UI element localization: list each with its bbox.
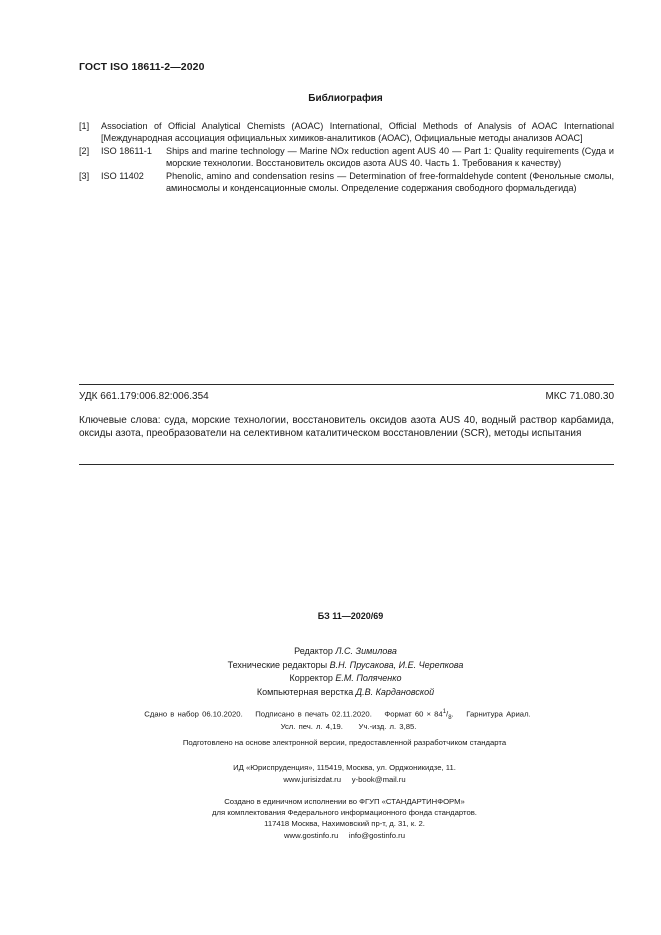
- bibliography-list: [79, 121, 614, 196]
- print-details-line1: Сдано в набор 06.10.2020. Подписано в печать 02.11.2020. Формат $60 \times 84^1/_8$. Гарнитура Ариал.: [144, 709, 531, 722]
- bibliography-title: Библиография: [308, 93, 383, 104]
- typeface: Гарнитура Ариал.: [466, 709, 531, 719]
- publisher-block: [0, 762, 661, 785]
- staff-role: Технические редакторы: [227, 659, 328, 670]
- bibliography-entry-3: [79, 171, 614, 194]
- staff-role: Компьютерная верстка: [256, 686, 354, 697]
- signed-date: Подписано в печать 02.11.2020.: [255, 709, 372, 719]
- staff-editor: [30, 645, 661, 659]
- format-fraction-num: 1: [442, 709, 447, 715]
- bz-number: БЗ 11—2020/69: [317, 611, 384, 621]
- staff-tech-editors: [30, 659, 661, 673]
- bottom-divider: [79, 464, 614, 465]
- top-divider: [79, 384, 614, 385]
- bibliography-entry-number: [3]: [79, 171, 90, 181]
- print-format: Формат 60 × 84: [384, 709, 443, 719]
- bibliography-entry-text: Ships and marine technology — Marine NOx reduction agent AUS 40 — Part 1: Quality requirements (Суда и морские технологии. Восстановитель оксидов азота AUS 40. Часть 1. Требования к качеству): [166, 146, 614, 168]
- bibliography-entry-text: Phenolic, amino and condensation resins — Determination of free-formaldehyde content (Фенольные смолы, аминосмолы и конденсационные смолы. Определение содержания свободного формальдегида): [166, 171, 614, 193]
- staff-names: Е.М. Поляченко: [335, 673, 402, 683]
- print-details-line2: Усл. печ. л. 4,19. Уч.-изд. л. 3,85.: [280, 722, 417, 731]
- publisher-address: ИД «Юриспруденция», 115419, Москва, ул. Орджоникидзе, 11.: [233, 763, 456, 772]
- producer-block: [0, 796, 661, 841]
- keywords-paragraph: Ключевые слова: суда, морские технологии, восстановитель оксидов азота AUS 40, водный раствор карбамида, оксиды азота, преобразователи на селективном каталитическом восстановлении (SCR), методы испытания: [79, 415, 614, 440]
- staff-layout: [30, 686, 661, 700]
- staff-role: Редактор: [294, 646, 333, 656]
- staff-role: Корректор: [289, 673, 333, 683]
- mks-code: МКС 71.080.30: [545, 391, 614, 402]
- bibliography-entry-1: [79, 121, 614, 144]
- bibliography-entry-number: [2]: [79, 146, 90, 156]
- staff-names: Л.С. Зимилова: [335, 646, 397, 656]
- producer-address: 117418 Москва, Нахимовский пр-т, д. 31, к. 2.: [264, 819, 425, 829]
- publisher-contacts: www.jurisizdat.ru y-book@mail.ru: [283, 774, 406, 784]
- document-code: ГОСТ ISO 18611-2—2020: [79, 61, 205, 73]
- bibliography-entry-2: [79, 146, 614, 169]
- bibliography-entry-code: ISO 11402: [101, 171, 144, 181]
- prepared-note: Подготовлено на основе электронной версии, предоставленной разработчиком стандарта: [182, 738, 507, 747]
- bibliography-entry-code: ISO 18611-1: [101, 146, 152, 156]
- editorial-staff: [0, 645, 661, 699]
- staff-proofreader: [30, 672, 661, 686]
- producer-line1: Создано в единичном исполнении во ФГУП «СТАНДАРТИНФОРМ»: [224, 797, 465, 806]
- producer-contacts: www.gostinfo.ru info@gostinfo.ru: [283, 830, 406, 840]
- staff-names: Д.В. Кардановской: [355, 686, 435, 697]
- staff-names: В.Н. Прусакова, И.Е. Черепкова: [329, 659, 464, 670]
- format-fraction-den: 8: [448, 715, 452, 722]
- bibliography-entry-number: [1]: [79, 121, 90, 131]
- producer-line2: для комплектования Федерального информационного фонда стандартов.: [212, 808, 477, 818]
- bibliography-entry-text: Association of Official Analytical Chemists (AOAC) International, Official Methods of Analysis of AOAC International [Международная ассоциация официальных химиков-аналитиков (АОАС), Официальные методы анализов АОАС]: [101, 121, 614, 143]
- udk-code: УДК 661.179:006.82:006.354: [79, 391, 209, 402]
- typeset-date: Сдано в набор 06.10.2020.: [144, 709, 243, 719]
